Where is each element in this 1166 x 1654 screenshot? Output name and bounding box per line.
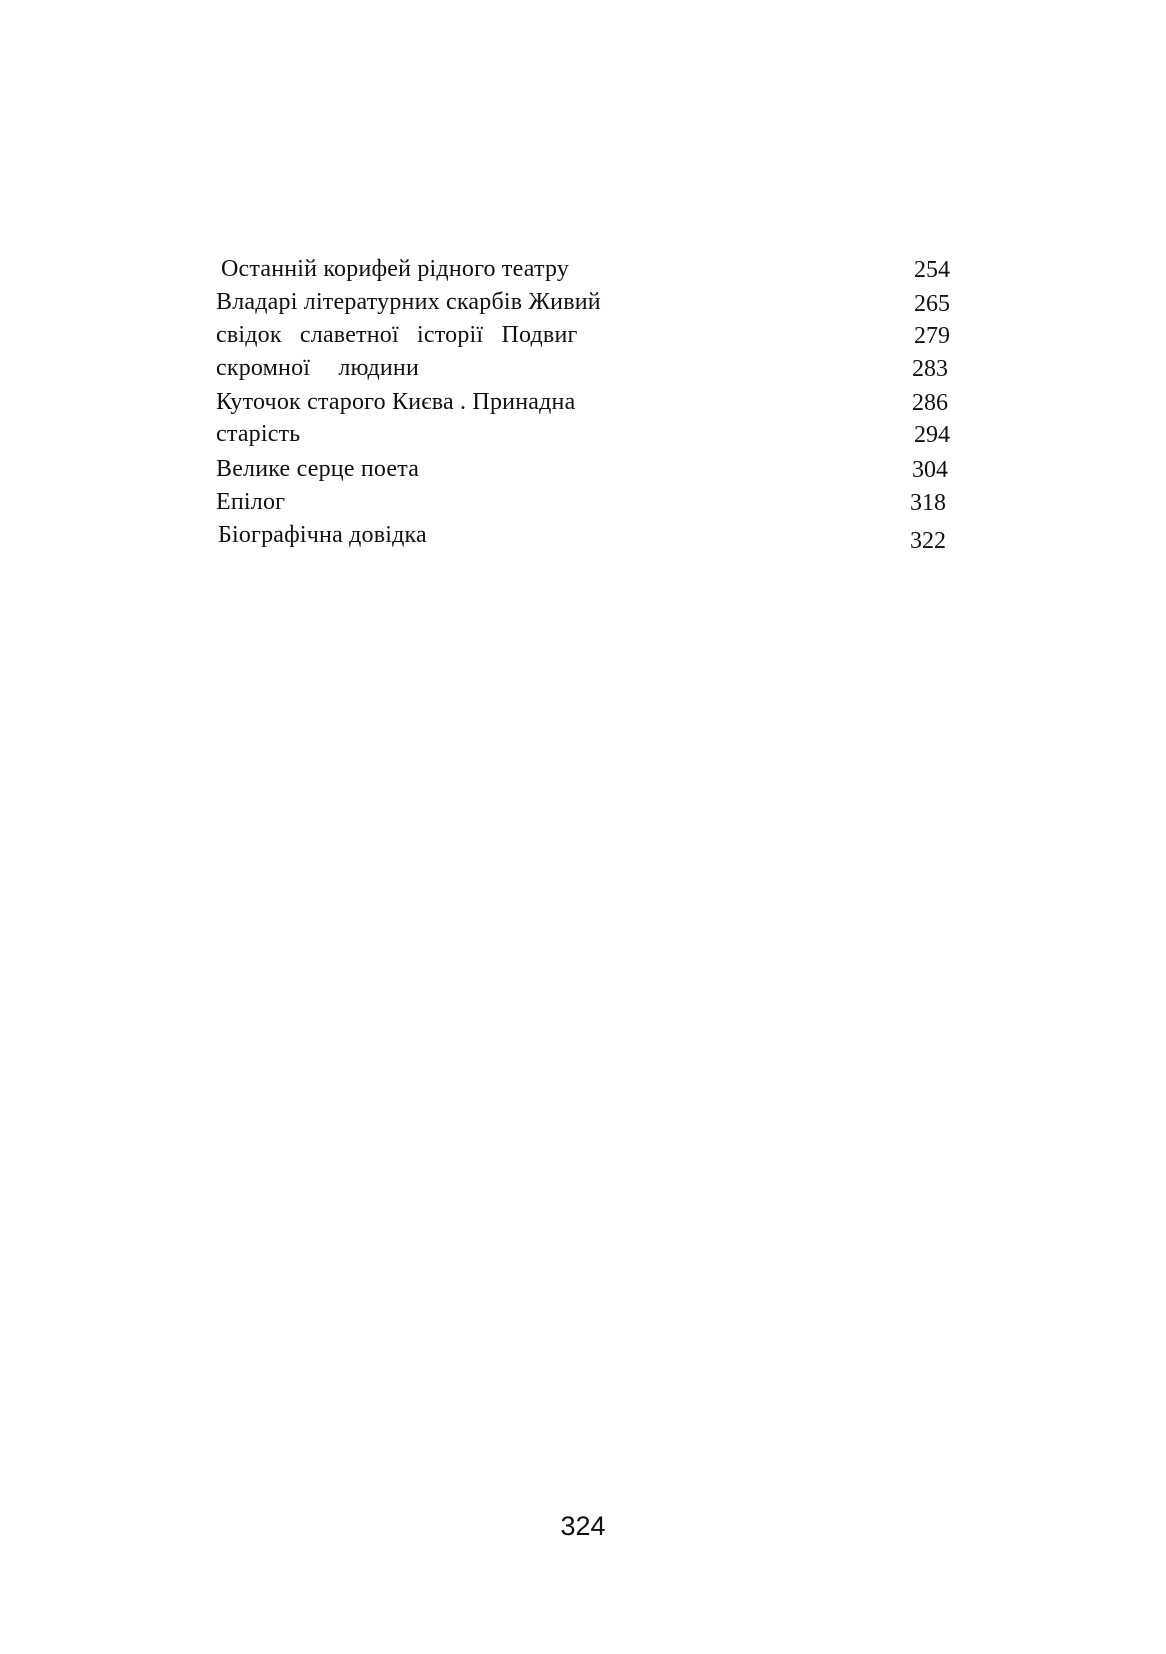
toc-entry-title: Куточок старого Києва . Принадна [216, 389, 576, 415]
toc-entry-page: 286 [912, 390, 948, 416]
toc-entry-page: 283 [912, 356, 948, 382]
toc-entry-title: скромної людини [216, 355, 419, 381]
toc-entry-title: старість [216, 421, 301, 447]
toc-entry-page: 254 [914, 257, 950, 283]
toc-entry-title: Біографічна довідка [218, 522, 427, 548]
toc-entry-page: 304 [912, 457, 948, 483]
toc-entry-title: Велике серце поета [216, 456, 420, 482]
toc-entry-page: 294 [914, 422, 950, 448]
toc-entry-title: Епілог [216, 489, 286, 515]
toc-entry-page: 265 [914, 291, 950, 317]
toc-entry-page: 322 [910, 528, 946, 554]
toc-entry-title: свідок славетної історії Подвиг [216, 322, 578, 348]
toc-entry-page: 318 [910, 490, 946, 516]
toc-entry-page: 279 [914, 323, 950, 349]
page-number: 324 [560, 1511, 606, 1541]
table-of-contents [0, 0, 1166, 600]
toc-entry-title: Останній корифей рідного театру [221, 256, 570, 282]
toc-entry-title: Владарі літературних скарбів Живий [216, 289, 601, 315]
